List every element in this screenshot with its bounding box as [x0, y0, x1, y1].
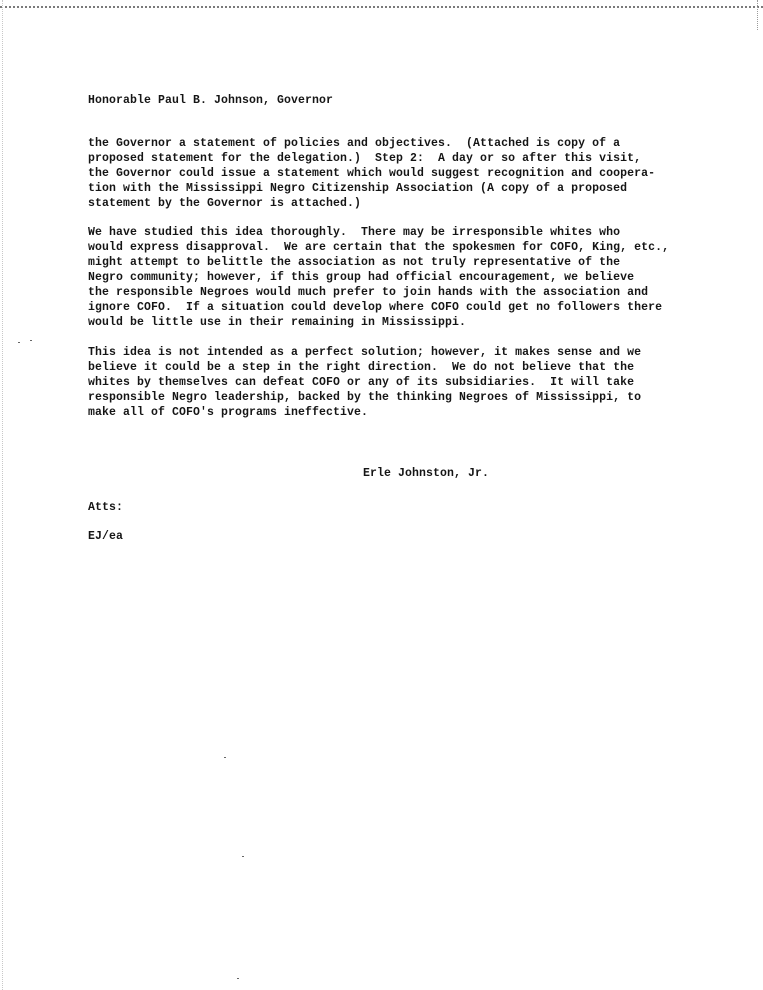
- paragraph-line: the Governor could issue a statement which would suggest recognition and coopera-: [88, 167, 656, 180]
- scan-speck: [242, 856, 244, 857]
- paragraph-line: whites by themselves can defeat COFO or any of its subsidiaries. It will take: [88, 376, 635, 389]
- scan-top-edge: [0, 0, 763, 8]
- paragraph-line: the responsible Negroes would much prefer to join hands with the association and: [88, 286, 649, 299]
- paragraph-line: This idea is not intended as a perfect solution; however, it makes sense and we: [88, 346, 642, 359]
- paragraph-line: would express disapproval. We are certain that the spokesmen for COFO, King, etc.,: [88, 241, 670, 254]
- scan-speck: [224, 757, 226, 758]
- paragraph-line: We have studied this idea thoroughly. There may be irresponsible whites who: [88, 226, 621, 239]
- paragraph-line: might attempt to belittle the association as not truly representative of the: [88, 256, 621, 269]
- paragraph-line: statement by the Governor is attached.): [88, 197, 362, 210]
- paragraph-line: ignore COFO. If a situation could develop where COFO could get no followers there: [88, 301, 663, 314]
- scan-left-edge: [0, 0, 3, 990]
- letter-heading: Honorable Paul B. Johnson, Governor: [88, 94, 334, 107]
- paragraph-line: Negro community; however, if this group had official encouragement, we believe: [88, 271, 635, 284]
- signature: Erle Johnston, Jr.: [363, 467, 490, 480]
- paragraph-line: proposed statement for the delegation.) Step 2: A day or so after this visit,: [88, 152, 642, 165]
- typist-initials: EJ/ea: [88, 530, 124, 543]
- scan-corner-mark: [757, 0, 763, 30]
- paragraph-line: responsible Negro leadership, backed by the thinking Negroes of Mississippi, to: [88, 391, 642, 404]
- paragraph-line: believe it could be a step in the right direction. We do not believe that the: [88, 361, 635, 374]
- paragraph-line: would be little use in their remaining in Mississippi.: [88, 316, 467, 329]
- paragraph-line: tion with the Mississippi Negro Citizenship Association (A copy of a proposed: [88, 182, 628, 195]
- scan-speck: [237, 978, 239, 979]
- scan-speck: [30, 340, 32, 341]
- paragraph-line: make all of COFO's programs ineffective.: [88, 406, 369, 419]
- paragraph-line: the Governor a statement of policies and objectives. (Attached is copy of a: [88, 137, 621, 150]
- scan-speck: [18, 342, 20, 343]
- attachments-label: Atts:: [88, 501, 124, 514]
